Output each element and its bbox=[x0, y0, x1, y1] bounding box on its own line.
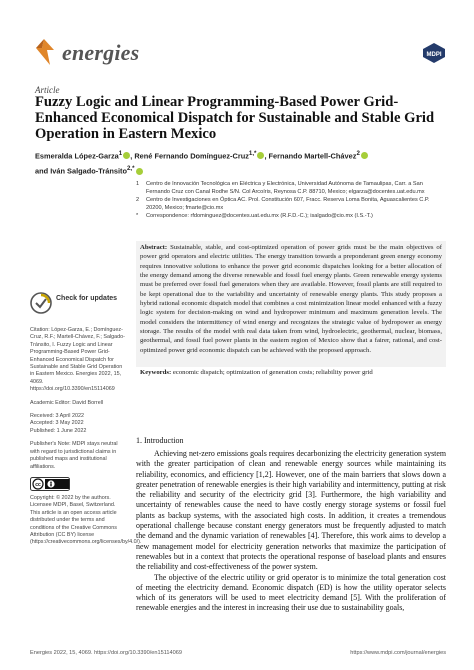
publisher-note-block bbox=[30, 441, 126, 471]
body-text bbox=[136, 449, 446, 614]
abstract-label: Abstract: bbox=[140, 244, 168, 251]
author-list: Esmeralda López-Garza$^1$ , René Fernando Domínguez-Cruz$^{1,*}$ , Fernando Martell-Chávez$^2$ and Iván Salgado-Tránsito$^{2,*}$ bbox=[35, 147, 440, 178]
affiliation-mark: 2 bbox=[136, 197, 140, 204]
author-affil-mark: 1 bbox=[118, 150, 123, 157]
article-title: Fuzzy Logic and Linear Programming-Based Power Grid-Enhanced Economical Dispatch for Sustainable and Stable Grid Operation in Eastern Mexico bbox=[35, 94, 435, 142]
section-heading bbox=[136, 436, 184, 445]
academic-editor: Academic Editor: David Borrell bbox=[30, 399, 104, 406]
article-sidebar bbox=[30, 291, 142, 553]
affiliation-text: Centro de Innovación Tecnológica en Eléctrica y Electrónica, Universidad Autónoma de Tamaulipas, Carr. a San Fernando Cruz con Canal Rodhe S/N. Col Arcoíris, Reynosa C.P. 88710, Mexico; elgarza@docentes.uat.edu.mx bbox=[146, 181, 425, 195]
body-paragraph: The objective of the electric utility or grid operator is to minimize the total generation cost of meeting the electricity demand. Economic dispatch (ED) is how the utility operator selects which of its generators will be used to meet electricity demand [5]. With the proliferation of renewable energies and the interest in increasing their use due to sustainability goals, bbox=[136, 572, 446, 613]
received-date: Received: 3 April 2022 bbox=[30, 413, 84, 420]
copyright-block bbox=[30, 494, 142, 547]
footer-journal-url[interactable]: https://www.mdpi.com/journal/energies bbox=[350, 650, 446, 656]
article-type: Article bbox=[35, 85, 60, 95]
correspondence-text: Correspondence: rfdominguez@docentes.uat.edu.mx (R.F.D.-C.); isalgado@cio.mx (I.S.-T.) bbox=[146, 213, 373, 220]
check-updates-icon bbox=[30, 292, 52, 314]
author-name[interactable]: René Fernando Domínguez-Cruz bbox=[134, 151, 249, 161]
affiliation-mark: * bbox=[136, 213, 139, 220]
journal-header bbox=[30, 38, 446, 74]
accepted-date: Accepted: 3 May 2022 bbox=[30, 420, 84, 427]
section-title: Introduction bbox=[144, 436, 184, 445]
author-affil-mark: 2 bbox=[356, 150, 360, 157]
publisher-note: Publisher's Note: MDPI stays neutral with regard to jurisdictional claims in published maps and institutional affiliations. bbox=[30, 441, 118, 470]
author-name[interactable]: Fernando Martell-Chávez bbox=[268, 151, 357, 161]
published-date: Published: 1 June 2022 bbox=[30, 427, 87, 434]
orcid-icon[interactable] bbox=[257, 152, 264, 159]
svg-text:cc: cc bbox=[35, 482, 41, 489]
abstract-text: Sustainable, stable, and cost-optimized operation of power grids must be the main objectives of power grid operators and electric utilities. The energy transition towards a preponderant green energy economy requires innovative solutions to enhance the power grid economic dispatches looking for a better allocation of the energy demand among the diverse renewable and fossil fuel energy plants. Green renewable energy systems must be preferred over fossil fuel generators when they are available. However, fossil plants are still required to be kept operational due to the variability and uncertainty of renewable energy plants. This study proposes a hybrid rational economic dispatch model that combines a cost minimization linear model enhanced with a fuzzy logic system for decision-making on wind and hydropower minimum and maximum generation levels. The model considers the intermittency of wind energy and recognizes the strategic value of hydropower as energy storage. The results of the model with real data taken from wind, hydroelectric, geothermal, nuclear, biomass, geothermal, and fossil fuel power plants in the eastern region of Mexico show that a fairer, rational, and cost-optimized power grid economic dispatch can be achieved with the proposed approach. bbox=[140, 244, 442, 354]
affiliation-item bbox=[136, 181, 446, 196]
affiliation-item bbox=[136, 197, 446, 212]
orcid-icon[interactable] bbox=[136, 168, 143, 175]
author-name[interactable]: Esmeralda López-Garza bbox=[35, 151, 119, 161]
keywords-label: Keywords: bbox=[140, 369, 172, 376]
check-updates-label: Check for updates bbox=[56, 295, 118, 302]
section-number: 1. bbox=[136, 436, 142, 445]
keywords-text: economic dispatch; optimization of generation costs; reliability power grid bbox=[172, 369, 373, 376]
energies-logo-icon bbox=[30, 38, 58, 66]
affiliation-text: Centro de Investigaciones en Óptica AC. Prol. Constitución 607, Fracc. Reserva Loma Bonita, Aguascalientes C.P. 20200, Mexico; fmarte@cio.mx bbox=[146, 197, 430, 211]
affiliations bbox=[136, 181, 446, 222]
mdpi-logo-icon[interactable] bbox=[422, 42, 446, 64]
abstract bbox=[140, 243, 442, 355]
footer-citation[interactable]: Energies 2022, 15, 4069. https://doi.org/10.3390/en15114069 bbox=[30, 650, 182, 656]
citation-text: Citation: López-Garza, E.; Domínguez-Cruz, R.F.; Martell-Chávez, F.; Salgado-Tránsito, I. Fuzzy Logic and Linear Programming-Based Power Grid-Enhanced Economical Dispatch for Sustainable and Stable Grid Operation in Eastern Mexico. Energies 2022, 15, 4069. https://doi.org/10.3390/en15114069 bbox=[30, 327, 125, 393]
citation-block bbox=[30, 327, 126, 394]
editor-block bbox=[30, 400, 126, 407]
correspondence bbox=[136, 213, 446, 221]
copyright-text: Copyright: © 2022 by the authors. Licensee MDPI, Basel, Switzerland. This article is an open access article distributed under the terms and conditions of the Creative Commons Attribution (CC BY) license (https://creativecommons.org/licenses/by/4.0/). bbox=[30, 494, 142, 546]
author-name[interactable]: Iván Salgado-Tránsito bbox=[50, 166, 127, 176]
author-affil-mark: 1,* bbox=[248, 150, 257, 157]
svg-text:MDPI: MDPI bbox=[426, 52, 442, 58]
author-affil-mark: 2,* bbox=[127, 165, 135, 173]
orcid-icon[interactable] bbox=[123, 152, 130, 159]
body-paragraph: Achieving net-zero emissions goals requires decarbonizing the electricity generation system with the greater participation of clean and renewable energy sources while maintaining its reliability, economics, and efficiency [1,2]. However, one of the main barriers that slows down a greater penetration of renewable energies is their high variability and intermittency, putting at risk the reliability and security of the electricity grid [3]. Furthermore, the high variability and uncertainty of renewables cause the need to have costly energy storage systems or fossil fuel plants as backup systems, with the associated high costs. In addition, it creates a tremendous operational challenge because constant energy generators must be frequently adjusted to match the demand and the dynamic variation of renewables [4]. Therefore, this work aims to develop a new management model for electricity generation networks that maximize the participation of renewables but in a context that protects the operational response of baseload plants and ensures the reliability and cost-effectiveness of the power system. bbox=[136, 449, 446, 572]
cc-license-badge[interactable] bbox=[30, 477, 126, 491]
affiliation-mark: 1 bbox=[136, 181, 140, 187]
creative-commons-icon bbox=[30, 477, 70, 491]
journal-name: energies bbox=[62, 40, 140, 65]
keywords bbox=[140, 368, 442, 377]
orcid-icon[interactable] bbox=[361, 152, 368, 159]
check-for-updates-button[interactable] bbox=[30, 291, 126, 321]
dates-block bbox=[30, 413, 126, 435]
